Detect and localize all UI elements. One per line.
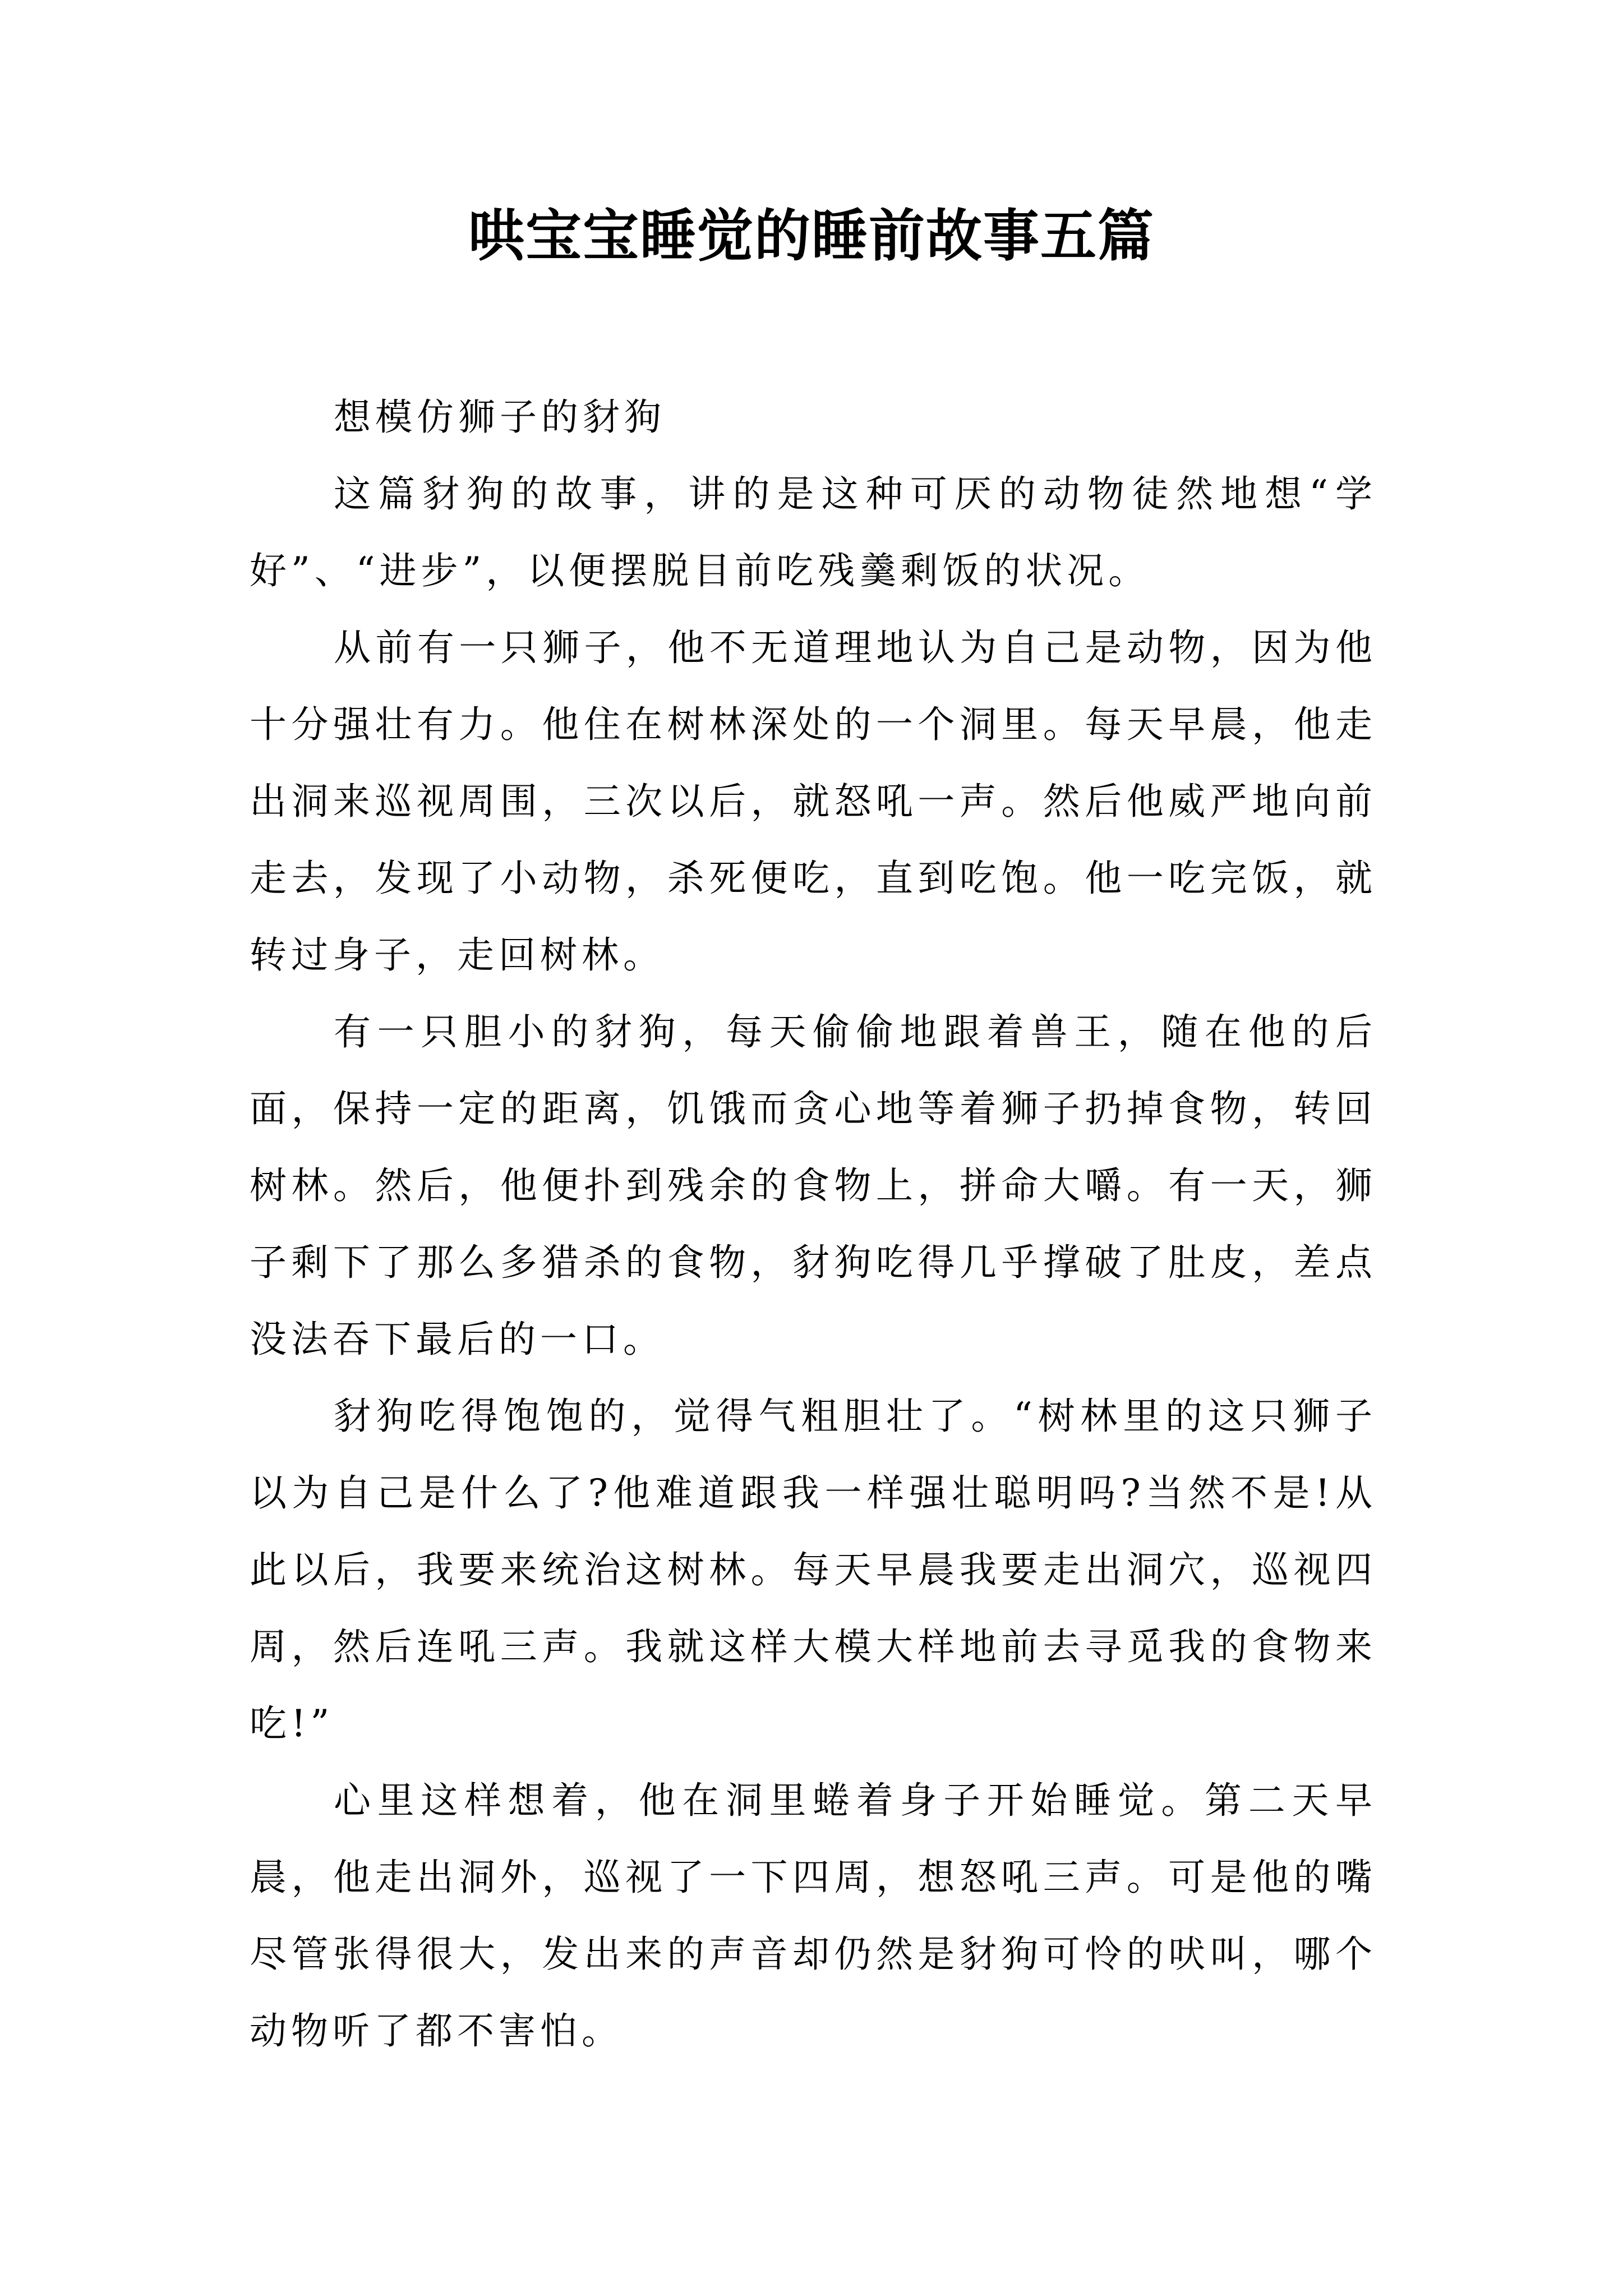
- document-body: [250, 379, 1377, 2069]
- paragraph: 心里这样想着，他在洞里蜷着身子开始睡觉。第二天早晨，他走出洞外，巡视了一下四周，想怒吼三声。可是他的嘴尽管张得很大，发出来的声音却仍然是豺狗可怜的吠叫，哪个动物听了都不害怕。: [250, 1779, 1377, 2053]
- paragraph: 从前有一只狮子，他不无道理地认为自己是动物，因为他十分强壮有力。他住在树林深处的一个洞里。每天早晨，他走出洞来巡视周围，三次以后，就怒吼一声。然后他威严地向前走去，发现了小动物，杀死便吃，直到吃饱。他一吃完饭，就转过身子，走回树林。: [250, 626, 1377, 977]
- paragraph: 有一只胆小的豺狗，每天偷偷地跟着兽王，随在他的后面，保持一定的距离，饥饿而贪心地等着狮子扔掉食物，转回树林。然后，他便扑到残余的食物上，拼命大嚼。有一天，狮子剩下了那么多猎杀的食物，豺狗吃得几乎撑破了肚皮，差点没法吞下最后的一口。: [250, 1010, 1377, 1361]
- paragraph: 豺狗吃得饱饱的，觉得气粗胆壮了。“树林里的这只狮子以为自己是什么了?他难道跟我一样强壮聪明吗?当然不是!从此以后，我要来统治这树林。每天早晨我要走出洞穴，巡视四周，然后连吼三声。我就这样大模大样地前去寻觅我的食物来吃!”: [250, 1395, 1377, 1745]
- story-subtitle: 想模仿狮子的豺狗: [334, 395, 666, 439]
- paragraph: 这篇豺狗的故事，讲的是这种可厌的动物徒然地想“学好”、“进步”，以便摆脱目前吃残羹剩饭的状况。: [250, 472, 1377, 592]
- document-title: 哄宝宝睡觉的睡前故事五篇: [468, 203, 1155, 269]
